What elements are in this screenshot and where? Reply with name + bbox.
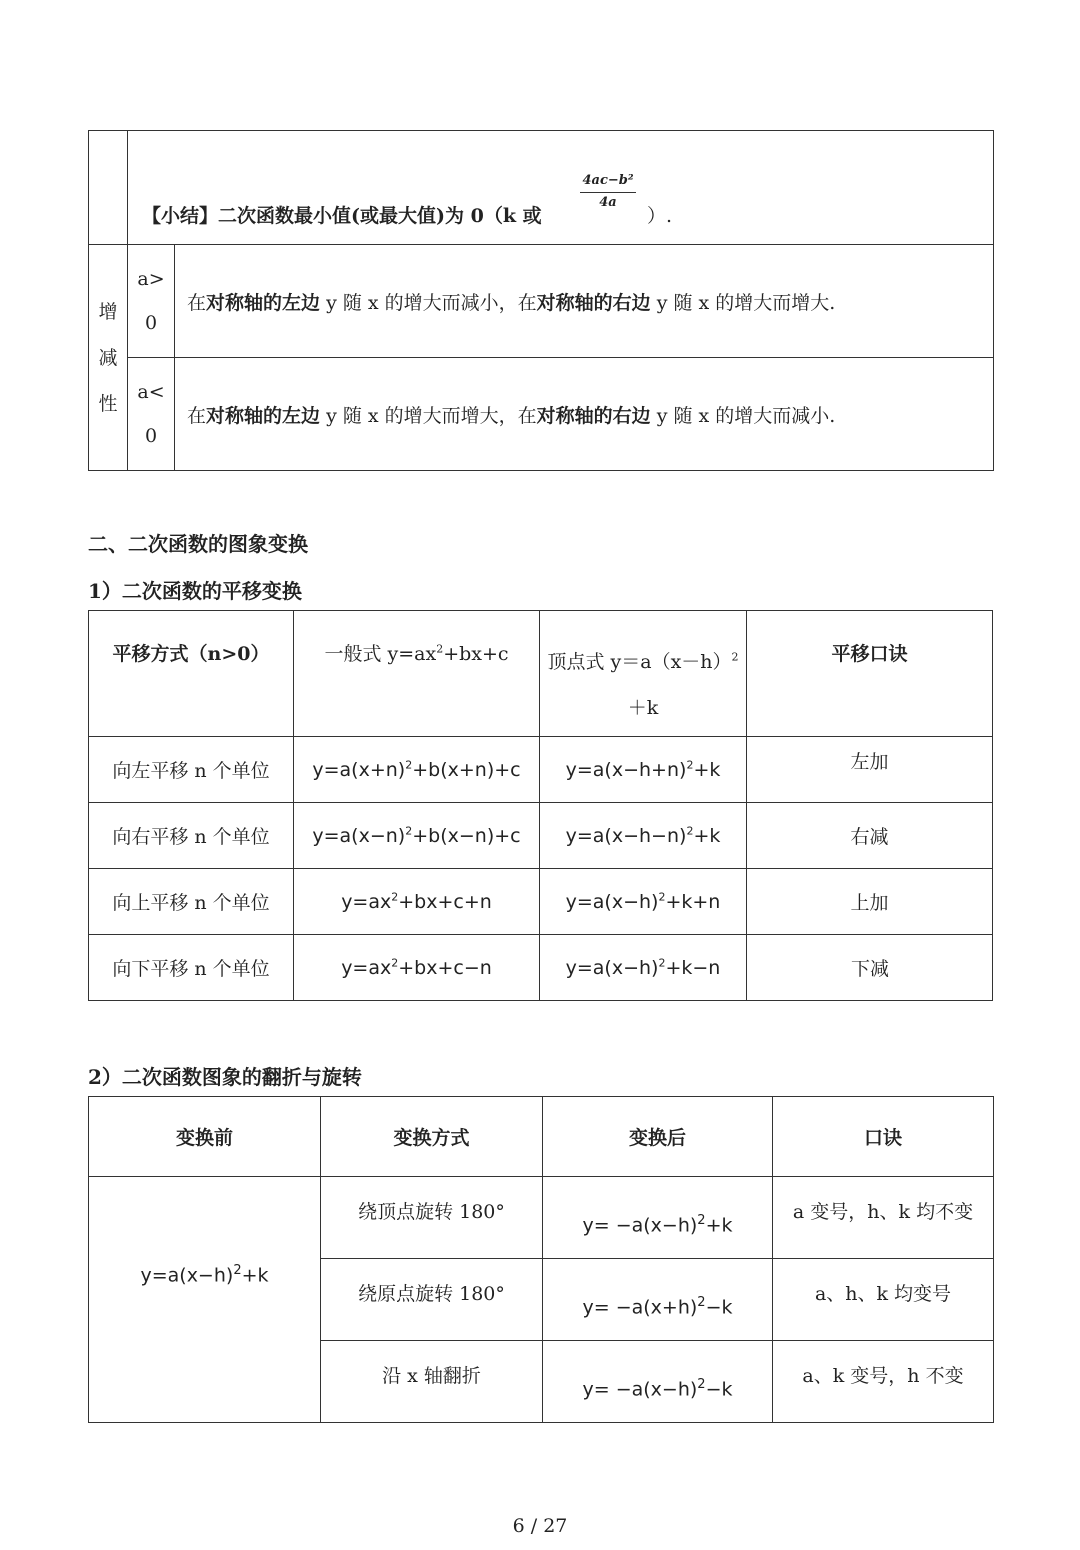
formula-text: +bx+c+n	[398, 890, 492, 913]
exponent: 2	[658, 956, 666, 970]
formula-text: y=ax	[341, 956, 392, 979]
formula-text: −k	[705, 1378, 733, 1401]
formula-text: y=a(x−h−n)	[565, 824, 687, 847]
exponent: 2	[405, 824, 413, 838]
formula-text: y= −a(x−h)	[582, 1214, 698, 1237]
formula-text: y=a(x−h)	[565, 956, 659, 979]
monotonic-label-cell	[89, 245, 128, 471]
row-method: 向右平移 n 个单位	[89, 803, 294, 869]
header-general-text: 一般式 y=ax	[324, 643, 437, 665]
page-number: 6 / 27	[512, 1515, 568, 1537]
exponent: 2	[436, 642, 444, 656]
row-vertex-formula	[540, 869, 747, 935]
header-method: 平移方式（n>0）	[89, 611, 294, 737]
condition-line-2: 0	[144, 425, 158, 447]
row-method: 向上平移 n 个单位	[89, 869, 294, 935]
fraction-bar	[580, 192, 636, 193]
row-general-formula	[294, 935, 540, 1001]
formula-text: y= −a(x−h)	[582, 1378, 698, 1401]
row-general-formula	[294, 737, 540, 803]
exponent: 2	[658, 890, 666, 904]
desc-text: y 随 x 的增大而减小.	[650, 404, 836, 427]
formula-text: y=a(x−h)	[140, 1264, 234, 1287]
condition-line-1: a<	[137, 381, 165, 403]
row-rhyme: 上加	[747, 869, 993, 935]
row-method: 沿 x 轴翻折	[321, 1341, 543, 1423]
before-formula	[89, 1177, 321, 1423]
exponent: 2	[686, 758, 694, 772]
formula-text: y= −a(x+h)	[582, 1296, 698, 1319]
exponent: 2	[405, 758, 413, 772]
row-rhyme: a 变号，h、k 均不变	[773, 1177, 994, 1259]
fraction-denominator: 4a	[599, 195, 617, 210]
monotonic-label: 增减性	[98, 300, 118, 415]
row-method: 向左平移 n 个单位	[89, 737, 294, 803]
row-vertex-formula	[540, 803, 747, 869]
formula-text: y=a(x+n)	[312, 758, 406, 781]
formula-text: y=a(x−h)	[565, 890, 659, 913]
summary-suffix: ）.	[647, 205, 673, 227]
header-vertex-text: 顶点式 y＝a（x－h）	[547, 651, 732, 673]
formula-text: y=a(x−h+n)	[565, 758, 687, 781]
translation-table	[88, 610, 993, 1001]
monotonic-desc-cell	[175, 245, 994, 358]
header-rhyme: 口诀	[773, 1097, 994, 1177]
row-vertex-formula	[540, 737, 747, 803]
flip-rotate-table	[88, 1096, 994, 1423]
row-method: 绕原点旋转 180°	[321, 1259, 543, 1341]
formula-text: +k	[693, 758, 721, 781]
formula-text: +k	[693, 824, 721, 847]
header-method: 变换方式	[321, 1097, 543, 1177]
row-method: 绕顶点旋转 180°	[321, 1177, 543, 1259]
row-method: 向下平移 n 个单位	[89, 935, 294, 1001]
exponent: 2	[686, 824, 694, 838]
condition-line-1: a>	[137, 268, 165, 290]
monotonic-desc-cell	[175, 358, 994, 471]
row-general-formula	[294, 803, 540, 869]
formula-text: +k	[705, 1214, 733, 1237]
desc-text: y 随 x 的增大而减小，在	[320, 291, 537, 314]
header-after: 变换后	[543, 1097, 773, 1177]
exponent: 2	[391, 956, 399, 970]
header-vertex-form	[540, 611, 747, 737]
condition-cell	[128, 358, 175, 471]
formula-text: y=ax	[341, 890, 392, 913]
header-vertex-text: ＋k	[627, 697, 659, 719]
formula-text: −k	[705, 1296, 733, 1319]
row-after-formula	[543, 1341, 773, 1423]
row-rhyme: a、k 变号，h 不变	[773, 1341, 994, 1423]
empty-cell	[89, 131, 128, 245]
subsection-title-translation: 1）二次函数的平移变换	[88, 579, 302, 603]
desc-bold: 对称轴的右边	[536, 404, 651, 427]
desc-text: y 随 x 的增大而增大.	[650, 291, 836, 314]
monotonicity-table	[88, 130, 994, 471]
desc-bold: 对称轴的左边	[206, 291, 321, 314]
formula-text: +b(x+n)+c	[412, 758, 521, 781]
section-title: 二、二次函数的图象变换	[88, 532, 308, 556]
header-general-form	[294, 611, 540, 737]
formula-text: +bx+c−n	[398, 956, 492, 979]
exponent: 2	[697, 1294, 706, 1310]
condition-cell	[128, 245, 175, 358]
condition-line-2: 0	[144, 312, 158, 334]
row-rhyme: 下减	[747, 935, 993, 1001]
formula-text: +k	[241, 1264, 269, 1287]
header-before: 变换前	[89, 1097, 321, 1177]
row-rhyme: 右减	[747, 803, 993, 869]
desc-text: y 随 x 的增大而增大，在	[320, 404, 537, 427]
row-general-formula	[294, 869, 540, 935]
formula-text: y=a(x−n)	[312, 824, 406, 847]
row-rhyme: 左加	[747, 737, 993, 803]
exponent: 2	[233, 1263, 242, 1278]
exponent: 2	[697, 1212, 706, 1228]
exponent: 2	[731, 650, 739, 664]
header-general-text: +bx+c	[443, 643, 509, 665]
row-after-formula	[543, 1177, 773, 1259]
formula-text: +k+n	[665, 890, 721, 913]
header-rhyme: 平移口诀	[747, 611, 993, 737]
summary-cell	[128, 131, 994, 245]
exponent: 2	[391, 890, 399, 904]
row-after-formula	[543, 1259, 773, 1341]
desc-text: 在	[187, 404, 207, 427]
desc-bold: 对称轴的左边	[206, 404, 321, 427]
summary-prefix: 【小结】二次函数最小值(或最大值)为 0（k 或	[142, 205, 542, 227]
formula-text: +k−n	[665, 956, 721, 979]
exponent: 2	[697, 1376, 706, 1392]
desc-text: 在	[187, 291, 207, 314]
fraction-numerator: 4ac−b²	[582, 173, 634, 188]
row-rhyme: a、h、k 均变号	[773, 1259, 994, 1341]
desc-bold: 对称轴的右边	[536, 291, 651, 314]
subsection-title-flip: 2）二次函数图象的翻折与旋转	[88, 1065, 362, 1089]
row-vertex-formula	[540, 935, 747, 1001]
formula-text: +b(x−n)+c	[412, 824, 521, 847]
